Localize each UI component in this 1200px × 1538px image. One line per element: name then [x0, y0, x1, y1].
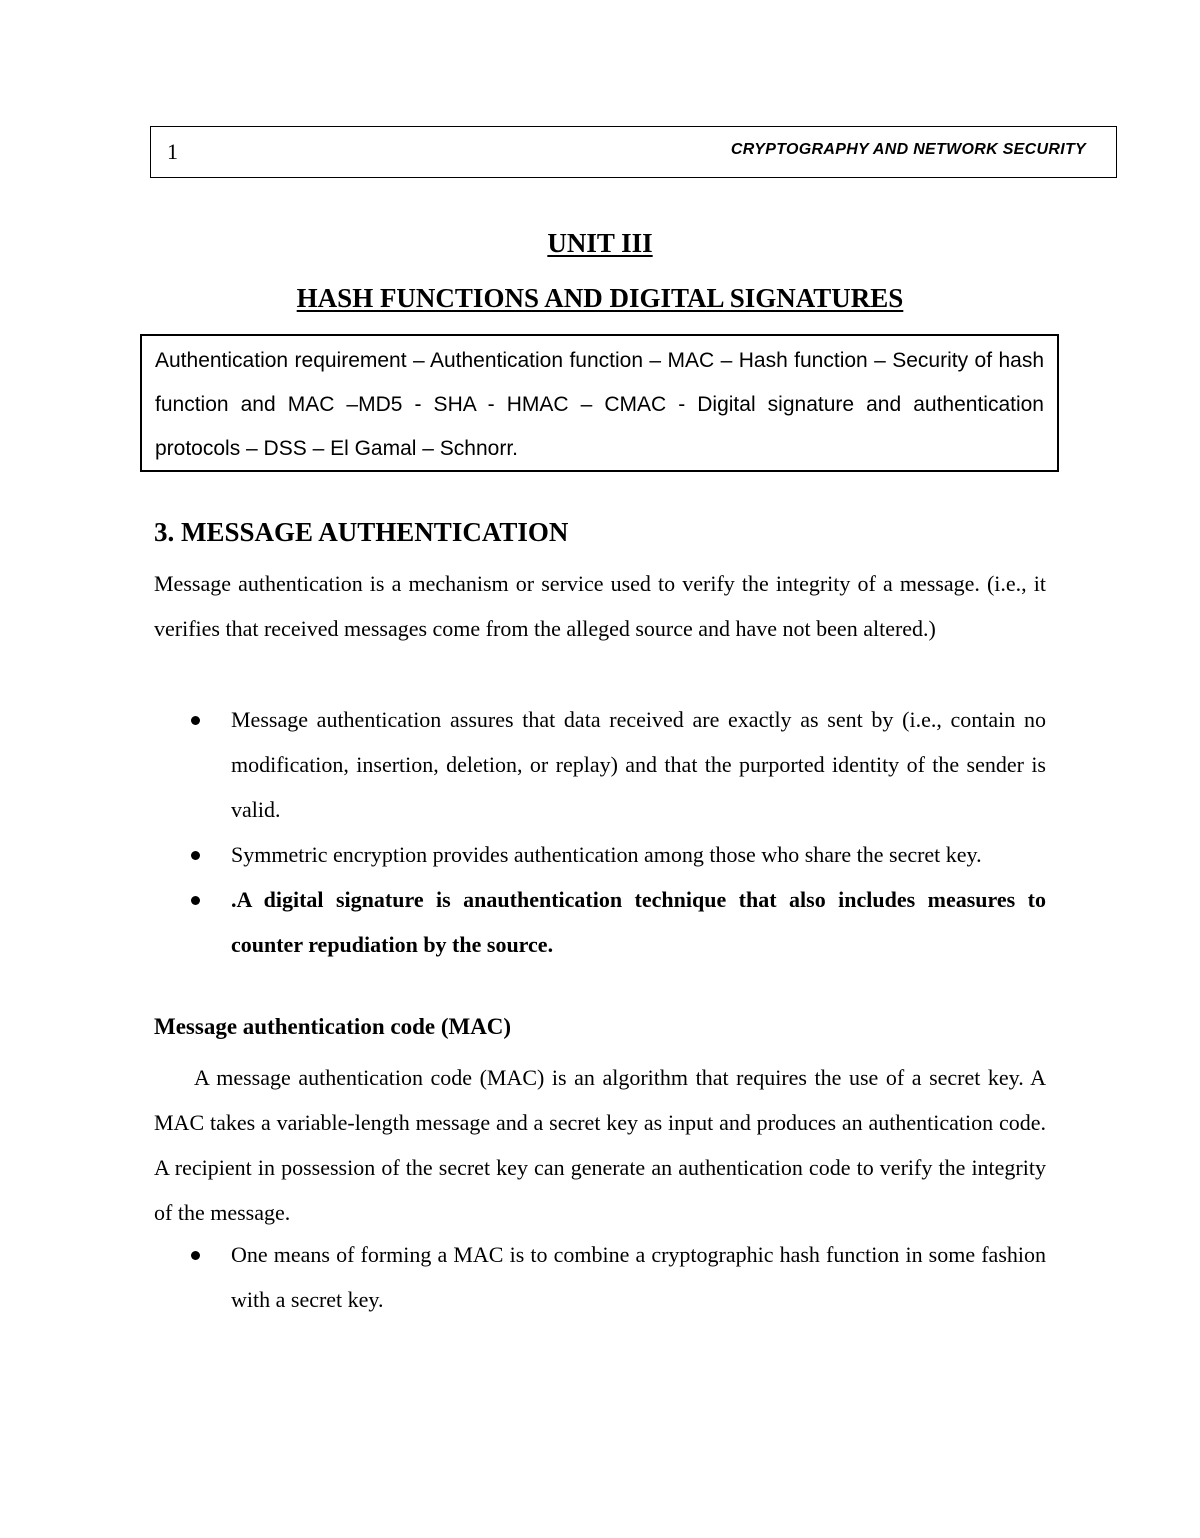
- unit-title: UNIT III: [547, 228, 653, 258]
- bullet-list: [154, 697, 1046, 967]
- mac-bullet-list: [154, 1232, 1046, 1322]
- list-item-text: .A digital signature is anauthentication technique that also includes measures to counter repudiation by the source.: [231, 887, 1046, 957]
- list-item: [154, 877, 1046, 967]
- syllabus-box: [140, 334, 1059, 472]
- document-title: CRYPTOGRAPHY AND NETWORK SECURITY: [730, 141, 1086, 158]
- syllabus-text: Authentication requirement – Authentication function – MAC – Hash function – Security of hash function and MAC –MD5 - SHA - HMAC – CMAC - Digital signature and authentication protocols – DSS – El Gamal – Schnorr.: [155, 349, 1044, 460]
- section-heading: 3. MESSAGE AUTHENTICATION: [154, 517, 569, 547]
- bullet-icon: [191, 716, 200, 725]
- list-item-text: Message authentication assures that data received are exactly as sent by (i.e., contain no modification, insertion, deletion, or replay) and that the purported identity of the sender is valid.: [231, 707, 1046, 822]
- list-item: [154, 832, 1046, 877]
- bullet-icon: [191, 1251, 200, 1260]
- unit-subtitle: HASH FUNCTIONS AND DIGITAL SIGNATURES: [296, 283, 904, 313]
- page-header: [150, 126, 1117, 178]
- bullet-icon: [191, 896, 200, 905]
- intro-paragraph: Message authentication is a mechanism or service used to verify the integrity of a message. (i.e., it verifies that received messages come from the alleged source and have not been altered.): [154, 571, 1046, 641]
- mac-paragraph: A message authentication code (MAC) is an algorithm that requires the use of a secret key. A MAC takes a variable-length message and a secret key as input and produces an authentication code. A recipient in possession of the secret key can generate an authentication code to verify the integrity of the message.: [154, 1065, 1046, 1225]
- list-item-text: One means of forming a MAC is to combine a cryptographic hash function in some fashion with a secret key.: [231, 1242, 1046, 1312]
- mac-heading: Message authentication code (MAC): [154, 1014, 512, 1039]
- bullet-icon: [191, 851, 200, 860]
- page-number: 1: [167, 139, 178, 164]
- list-item-text: Symmetric encryption provides authentication among those who share the secret key.: [231, 842, 982, 867]
- list-item: [154, 1232, 1046, 1322]
- list-item: [154, 697, 1046, 832]
